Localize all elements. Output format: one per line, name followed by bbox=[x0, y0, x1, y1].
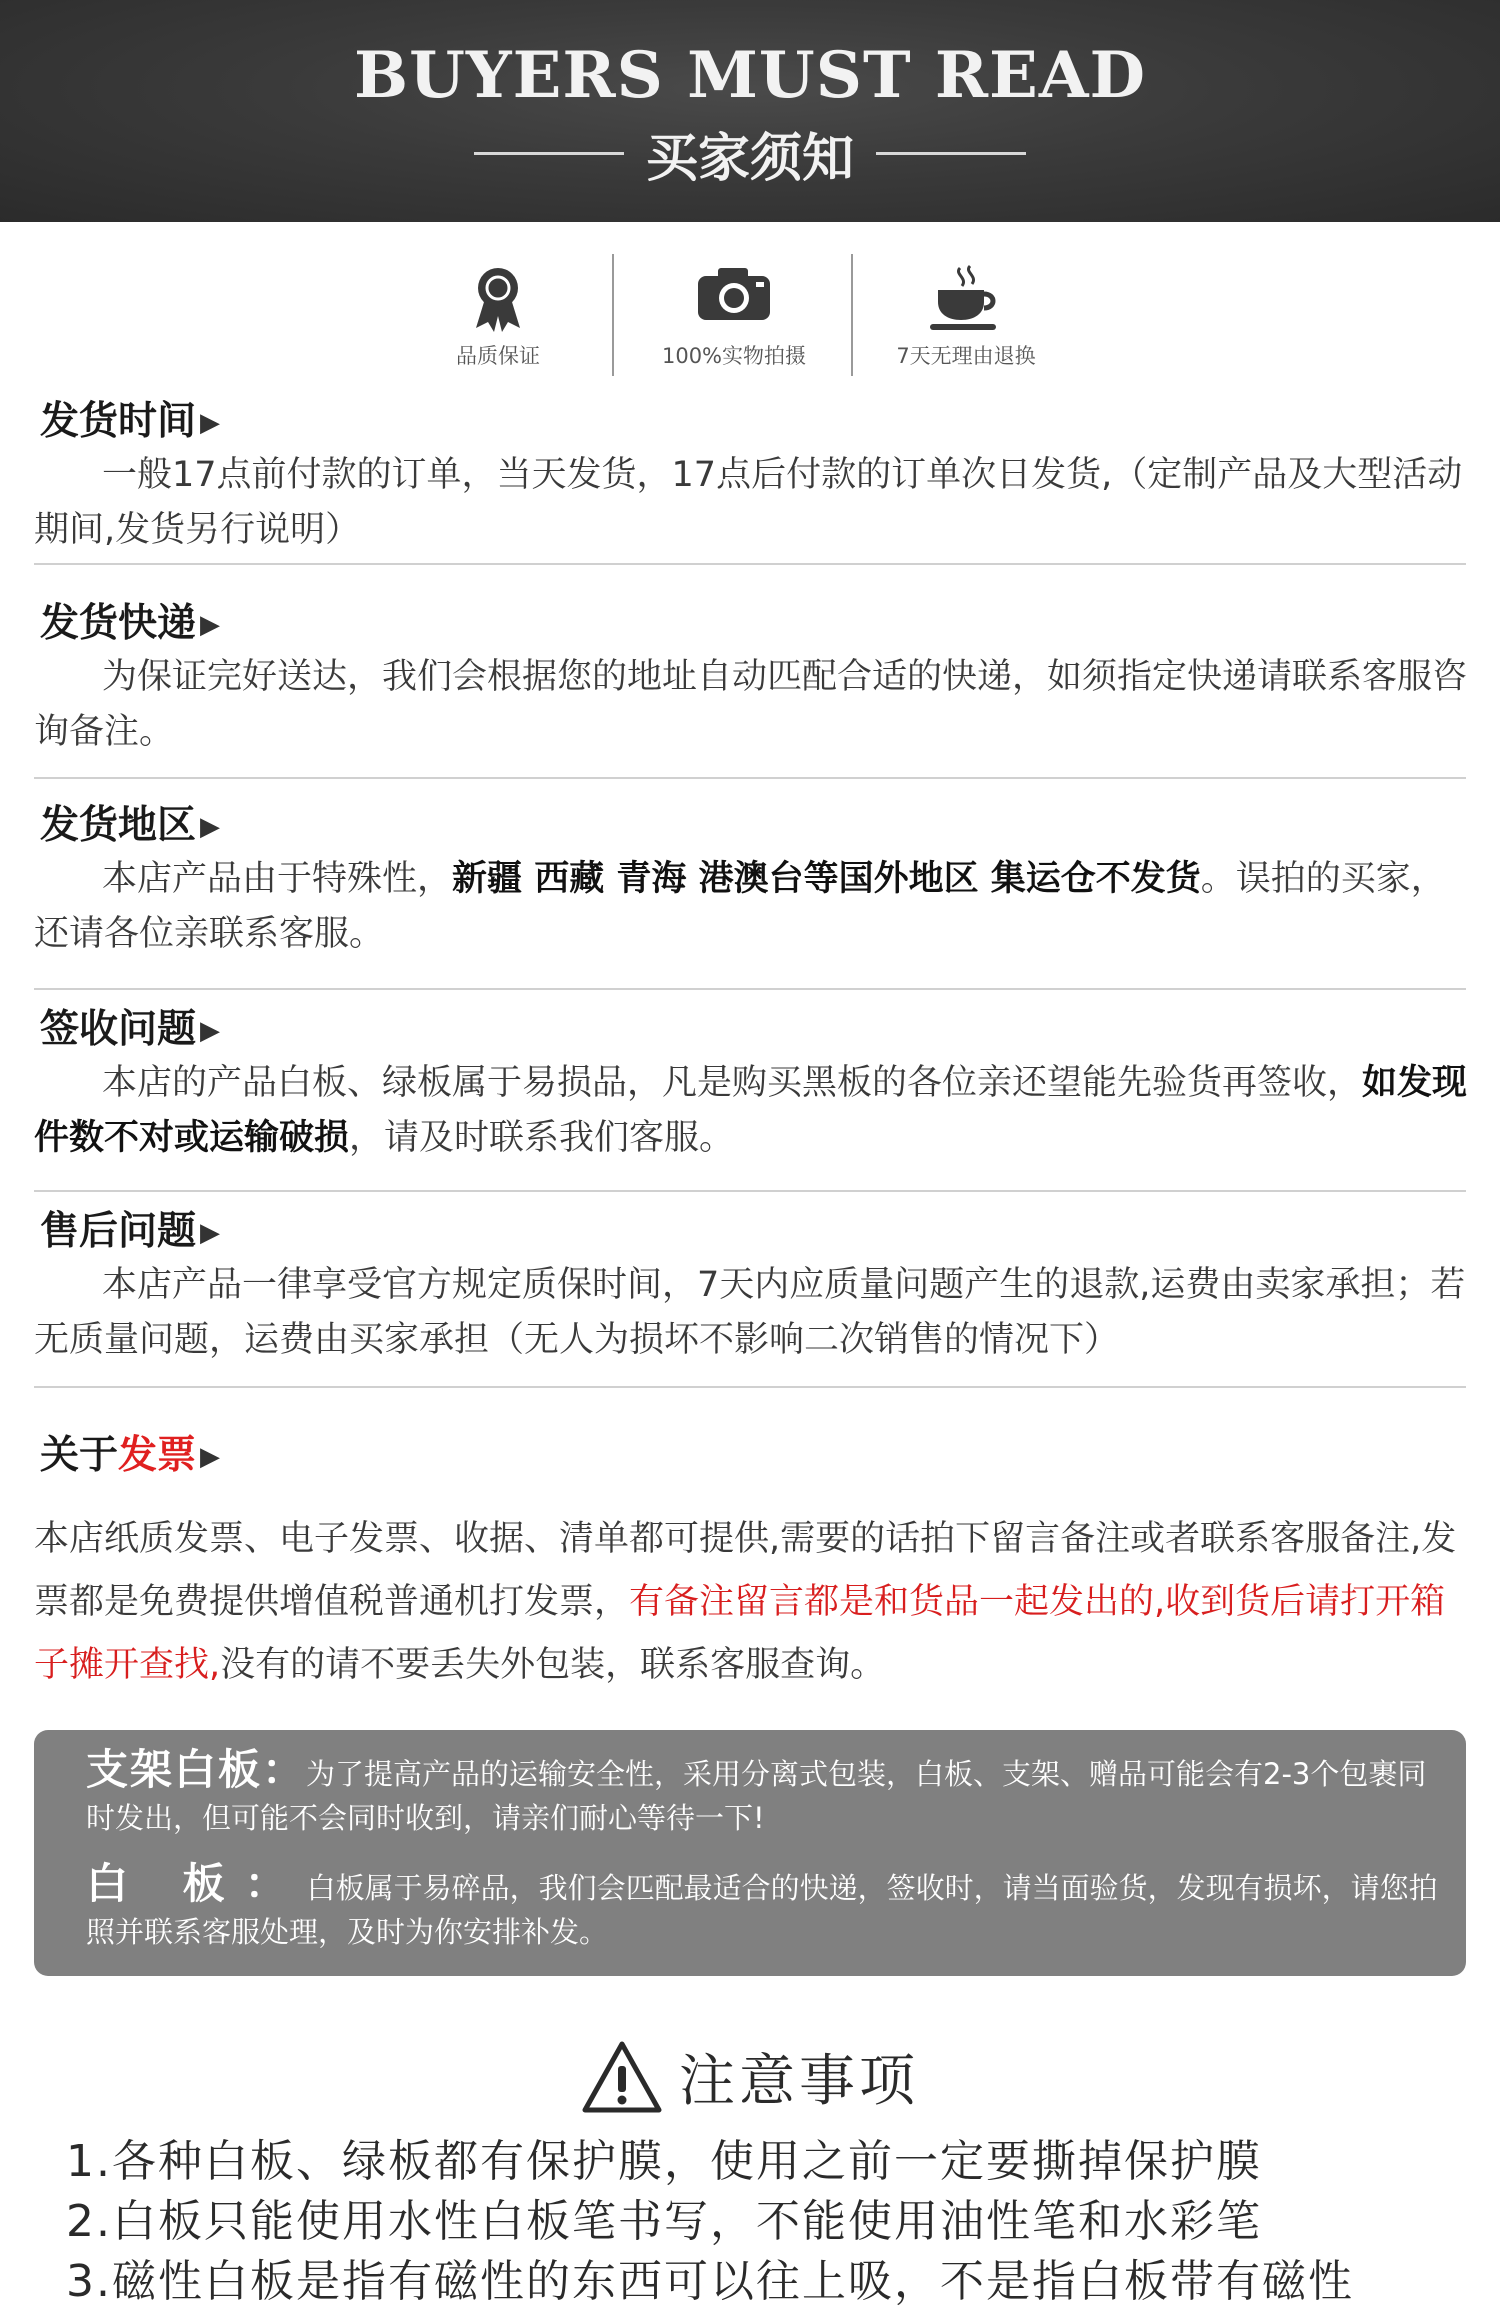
notice-stand-board: 支架白板：为了提高产品的运输安全性，采用分离式包装，白板、支架、赠品可能会有2-3个包裹同时发出，但可能不会同时收到，请亲们耐心等待一下! bbox=[86, 1745, 1427, 1835]
section-text: 一般17点前付款的订单，当天发货，17点后付款的订单次日发货,（定制产品及大型活动期间,发货另行说明） bbox=[34, 455, 1463, 550]
award-ribbon-icon bbox=[468, 264, 528, 334]
section-after-sales bbox=[34, 1208, 1474, 1368]
section-text: 本店的产品白板、绿板属于易损品，凡是购买黑板的各位亲还望能先验货再签收，如发现件数不对或运输破损，请及时联系我们客服。 bbox=[34, 1063, 1468, 1158]
section-divider bbox=[34, 563, 1466, 565]
section-title: 签收问题 ▶ bbox=[40, 1007, 221, 1052]
section-invoice bbox=[34, 1432, 1474, 1712]
arrow-icon: ▶ bbox=[200, 812, 221, 842]
shipping-notice-box bbox=[34, 1730, 1466, 1976]
guarantee-label: 100%实物拍摄 bbox=[661, 344, 807, 368]
guarantee-label: 品质保证 bbox=[456, 344, 540, 368]
guarantee-quality bbox=[388, 248, 608, 378]
guarantee-row bbox=[0, 248, 1500, 378]
guarantee-divider bbox=[612, 254, 614, 376]
section-divider bbox=[34, 777, 1466, 779]
section-title: 关于发票 ▶ bbox=[40, 1433, 221, 1478]
banner-title: BUYERS MUST READ bbox=[354, 38, 1146, 113]
section-title: 发货时间 ▶ bbox=[40, 399, 221, 444]
section-text: 为保证完好送达，我们会根据您的地址自动匹配合适的快递，如须指定快递请联系客服咨询备注。 bbox=[34, 657, 1468, 752]
warning-icon bbox=[581, 2040, 663, 2114]
arrow-icon: ▶ bbox=[200, 1016, 221, 1046]
attention-title: 注意事项 bbox=[679, 2049, 919, 2114]
attention-item: 2.白板只能使用水性白板笔书写，不能使用油性笔和水彩笔 bbox=[66, 2196, 1262, 2247]
arrow-icon: ▶ bbox=[200, 408, 221, 438]
section-title: 发货快递 ▶ bbox=[40, 601, 221, 646]
section-text: 本店产品一律享受官方规定质保时间，7天内应质量问题产生的退款,运费由卖家承担；若无质量问题，运费由买家承担（无人为损坏不影响二次销售的情况下） bbox=[34, 1265, 1466, 1360]
section-text: 本店纸质发票、电子发票、收据、清单都可提供,需要的话拍下留言备注或者联系客服备注,发票都是免费提供增值税普通机打发票，有备注留言都是和货品一起发出的,收到货后请打开箱子摊开查找,没有的请不要丢失外包装，联系客服查询。 bbox=[34, 1519, 1457, 1685]
banner-line-right bbox=[876, 152, 1026, 155]
section-text: 本店产品由于特殊性，新疆 西藏 青海 港澳台等国外地区 集运仓不发货。误拍的买家，还请各位亲联系客服。 bbox=[34, 859, 1446, 954]
section-title: 发货地区 ▶ bbox=[40, 803, 221, 848]
guarantee-photos bbox=[624, 248, 844, 378]
arrow-icon: ▶ bbox=[200, 1218, 221, 1248]
attention-item: 3.磁性白板是指有磁性的东西可以往上吸，不是指白板带有磁性 bbox=[66, 2256, 1354, 2307]
header-banner bbox=[0, 0, 1500, 222]
banner-line-left bbox=[474, 152, 624, 155]
section-region bbox=[34, 802, 1474, 962]
camera-icon bbox=[696, 264, 772, 324]
section-courier bbox=[34, 600, 1474, 760]
section-divider bbox=[34, 988, 1466, 990]
arrow-icon: ▶ bbox=[200, 1442, 221, 1472]
arrow-icon: ▶ bbox=[200, 610, 221, 640]
guarantee-label: 7天无理由退换 bbox=[896, 344, 1036, 368]
banner-subtitle-row bbox=[0, 118, 1500, 188]
section-shipping-time bbox=[34, 398, 1474, 558]
coffee-cup-icon bbox=[926, 264, 1006, 334]
guarantee-divider bbox=[851, 254, 853, 376]
attention-heading bbox=[0, 2032, 1500, 2122]
section-title: 售后问题 ▶ bbox=[40, 1209, 221, 1254]
section-receiving bbox=[34, 1006, 1474, 1166]
notice-board: 白 板：白板属于易碎品，我们会匹配最适合的快递，签收时，请当面验货，发现有损坏，请您拍照并联系客服处理，及时为你安排补发。 bbox=[86, 1859, 1438, 1949]
section-divider bbox=[34, 1190, 1466, 1192]
guarantee-returns bbox=[856, 248, 1076, 378]
banner-subtitle: 买家须知 bbox=[645, 128, 854, 189]
attention-item: 1.各种白板、绿板都有保护膜，使用之前一定要撕掉保护膜 bbox=[66, 2136, 1262, 2187]
section-divider bbox=[34, 1386, 1466, 1388]
